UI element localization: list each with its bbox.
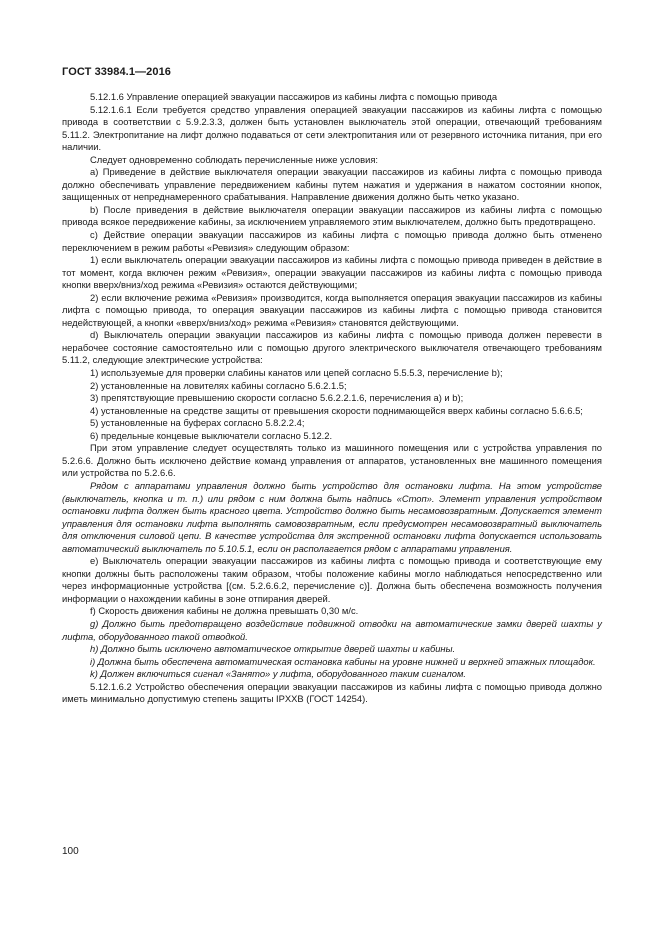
- paragraph: g) Должно быть предотвращено воздействие подвижной отводки на автоматические замки дверей шахты у лифта, оборудованного такой отводкой.: [62, 617, 602, 642]
- document-body: [62, 91, 602, 706]
- paragraph: a) Приведение в действие выключателя операции эвакуации пассажиров из кабины лифта с помощью привода должно обеспечивать управление передвижением кабины путем нажатия и удержания в нажатом состоянии кнопок, защищенных от непреднамеренного срабатывания. Направление движения должно быть четко указано.: [62, 166, 602, 203]
- paragraph: 1) если выключатель операции эвакуации пассажиров из кабины лифта с помощью привода приведен в действие в тот момент, когда включен режим «Ревизия», операции эвакуации пассажиров из кабины лифта с помощью привода кнопки вверх/вниз/ход режима «Ревизия» остаются действующими;: [62, 254, 602, 291]
- paragraph: 1) используемые для проверки слабины канатов или цепей согласно 5.5.5.3, перечисление b);: [90, 367, 503, 379]
- paragraph: 5) установленные на буферах согласно 5.8.2.2.4;: [90, 417, 305, 429]
- paragraph: 4) установленные на средстве защиты от превышения скорости поднимающейся вверх кабины согласно 5.6.6.5;: [90, 404, 583, 416]
- document-header: ГОСТ 33984.1—2016: [62, 66, 172, 78]
- page-number: 100: [62, 846, 79, 857]
- paragraph: 2) если включение режима «Ревизия» производится, когда выполняется операция эвакуации пассажиров из кабины лифта с помощью привода, то операция эвакуации пассажиров из кабины лифта с помощью привода становится недействующей, а кнопки «вверх/вниз/ход» режима «Ревизия» становятся действующими.: [62, 291, 602, 328]
- paragraph: c) Действие операции эвакуации пассажиров из кабины лифта с помощью привода должно быть отменено переключением в режим работы «Ревизия» следующим образом:: [62, 229, 602, 253]
- paragraph: Рядом с аппаратами управления должно быть устройство для остановки лифта. На этом устройстве (выключатель, кнопка и т. п.) или рядом с ним должна быть надпись «Стоп». Элемент управления устройством остановки лифта должен быть красного цвета. Устройство должно быть несамовозвратным. Допускается элемент управления для остановки лифта выполнять самовозвратным, если предусмотрен несамовозвратный выключатель для отключения силовой цепи. В качестве устройства для экстренной остановки лифта допускается использовать автоматический выключатель по 5.10.5.1, если он располагается рядом с аппаратами управления.: [62, 479, 602, 554]
- paragraph: b) После приведения в действие выключателя операции эвакуации пассажиров из кабины лифта с помощью привода всякое передвижение кабины, за исключением управляемого этим выключателем, должно быть предотвращено.: [62, 203, 602, 228]
- paragraph: Следует одновременно соблюдать перечисленные ниже условия:: [90, 153, 378, 165]
- paragraph: 2) установленные на ловителях кабины согласно 5.6.2.1.5;: [90, 379, 347, 391]
- paragraph: h) Должно быть исключено автоматическое открытие дверей шахты и кабины.: [90, 643, 456, 655]
- paragraph: 5.12.1.6.2 Устройство обеспечения операции эвакуации пассажиров из кабины лифта с помощью привода должно иметь минимально допустимую степень защиты IPXXB (ГОСТ 14254).: [62, 680, 602, 705]
- paragraph: e) Выключатель операции эвакуации пассажиров из кабины лифта с помощью привода и соответствующие ему кнопки должны быть расположены таким образом, чтобы положение кабины могло наблюдаться непосредственно или через информационные устройства [(см. 5.2.6.6.2, перечисление c)]. Должна быть обеспечена возможность получения информации о нахождении кабины в зоне отпирания дверей.: [62, 555, 602, 604]
- paragraph: 3) препятствующие превышению скорости согласно 5.6.2.2.1.6, перечисления a) и b);: [90, 392, 464, 404]
- paragraph: При этом управление следует осуществлять только из машинного помещения или с устройства управления по 5.2.6.6. Должно быть исключено действие команд управления от аппаратов, установленных вне машинного помещения или устройства по 5.2.6.6.: [62, 442, 602, 479]
- paragraph: d) Выключатель операции эвакуации пассажиров из кабины лифта с помощью привода должен перевести в нерабочее состояние самостоятельно или с помощью другого электрического выключателя отвечающего требованиям 5.11.2, следующие электрические устройства:: [62, 329, 602, 366]
- paragraph: i) Должна быть обеспечена автоматическая остановка кабины на уровне нижней и верхней этажных площадок.: [90, 655, 596, 667]
- paragraph: 5.12.1.6 Управление операцией эвакуации пассажиров из кабины лифта с помощью привода: [90, 91, 498, 102]
- paragraph: 5.12.1.6.1 Если требуется средство управления операцией эвакуации пассажиров из кабины лифта с помощью привода в соответствии с 5.9.2.3.3, должен быть установлен выключатель этой операции, отвечающий требованиям 5.11.2. Электропитание на лифт должно подаваться от сети электропитания или от резервного источника питания, при его наличии.: [62, 103, 602, 153]
- paragraph: 6) предельные концевые выключатели согласно 5.12.2.: [90, 429, 333, 441]
- paragraph: f) Скорость движения кабины не должна превышать 0,30 м/с.: [90, 605, 359, 617]
- paragraph: k) Должен включиться сигнал «Занято» у лифта, оборудованного таким сигналом.: [90, 668, 466, 680]
